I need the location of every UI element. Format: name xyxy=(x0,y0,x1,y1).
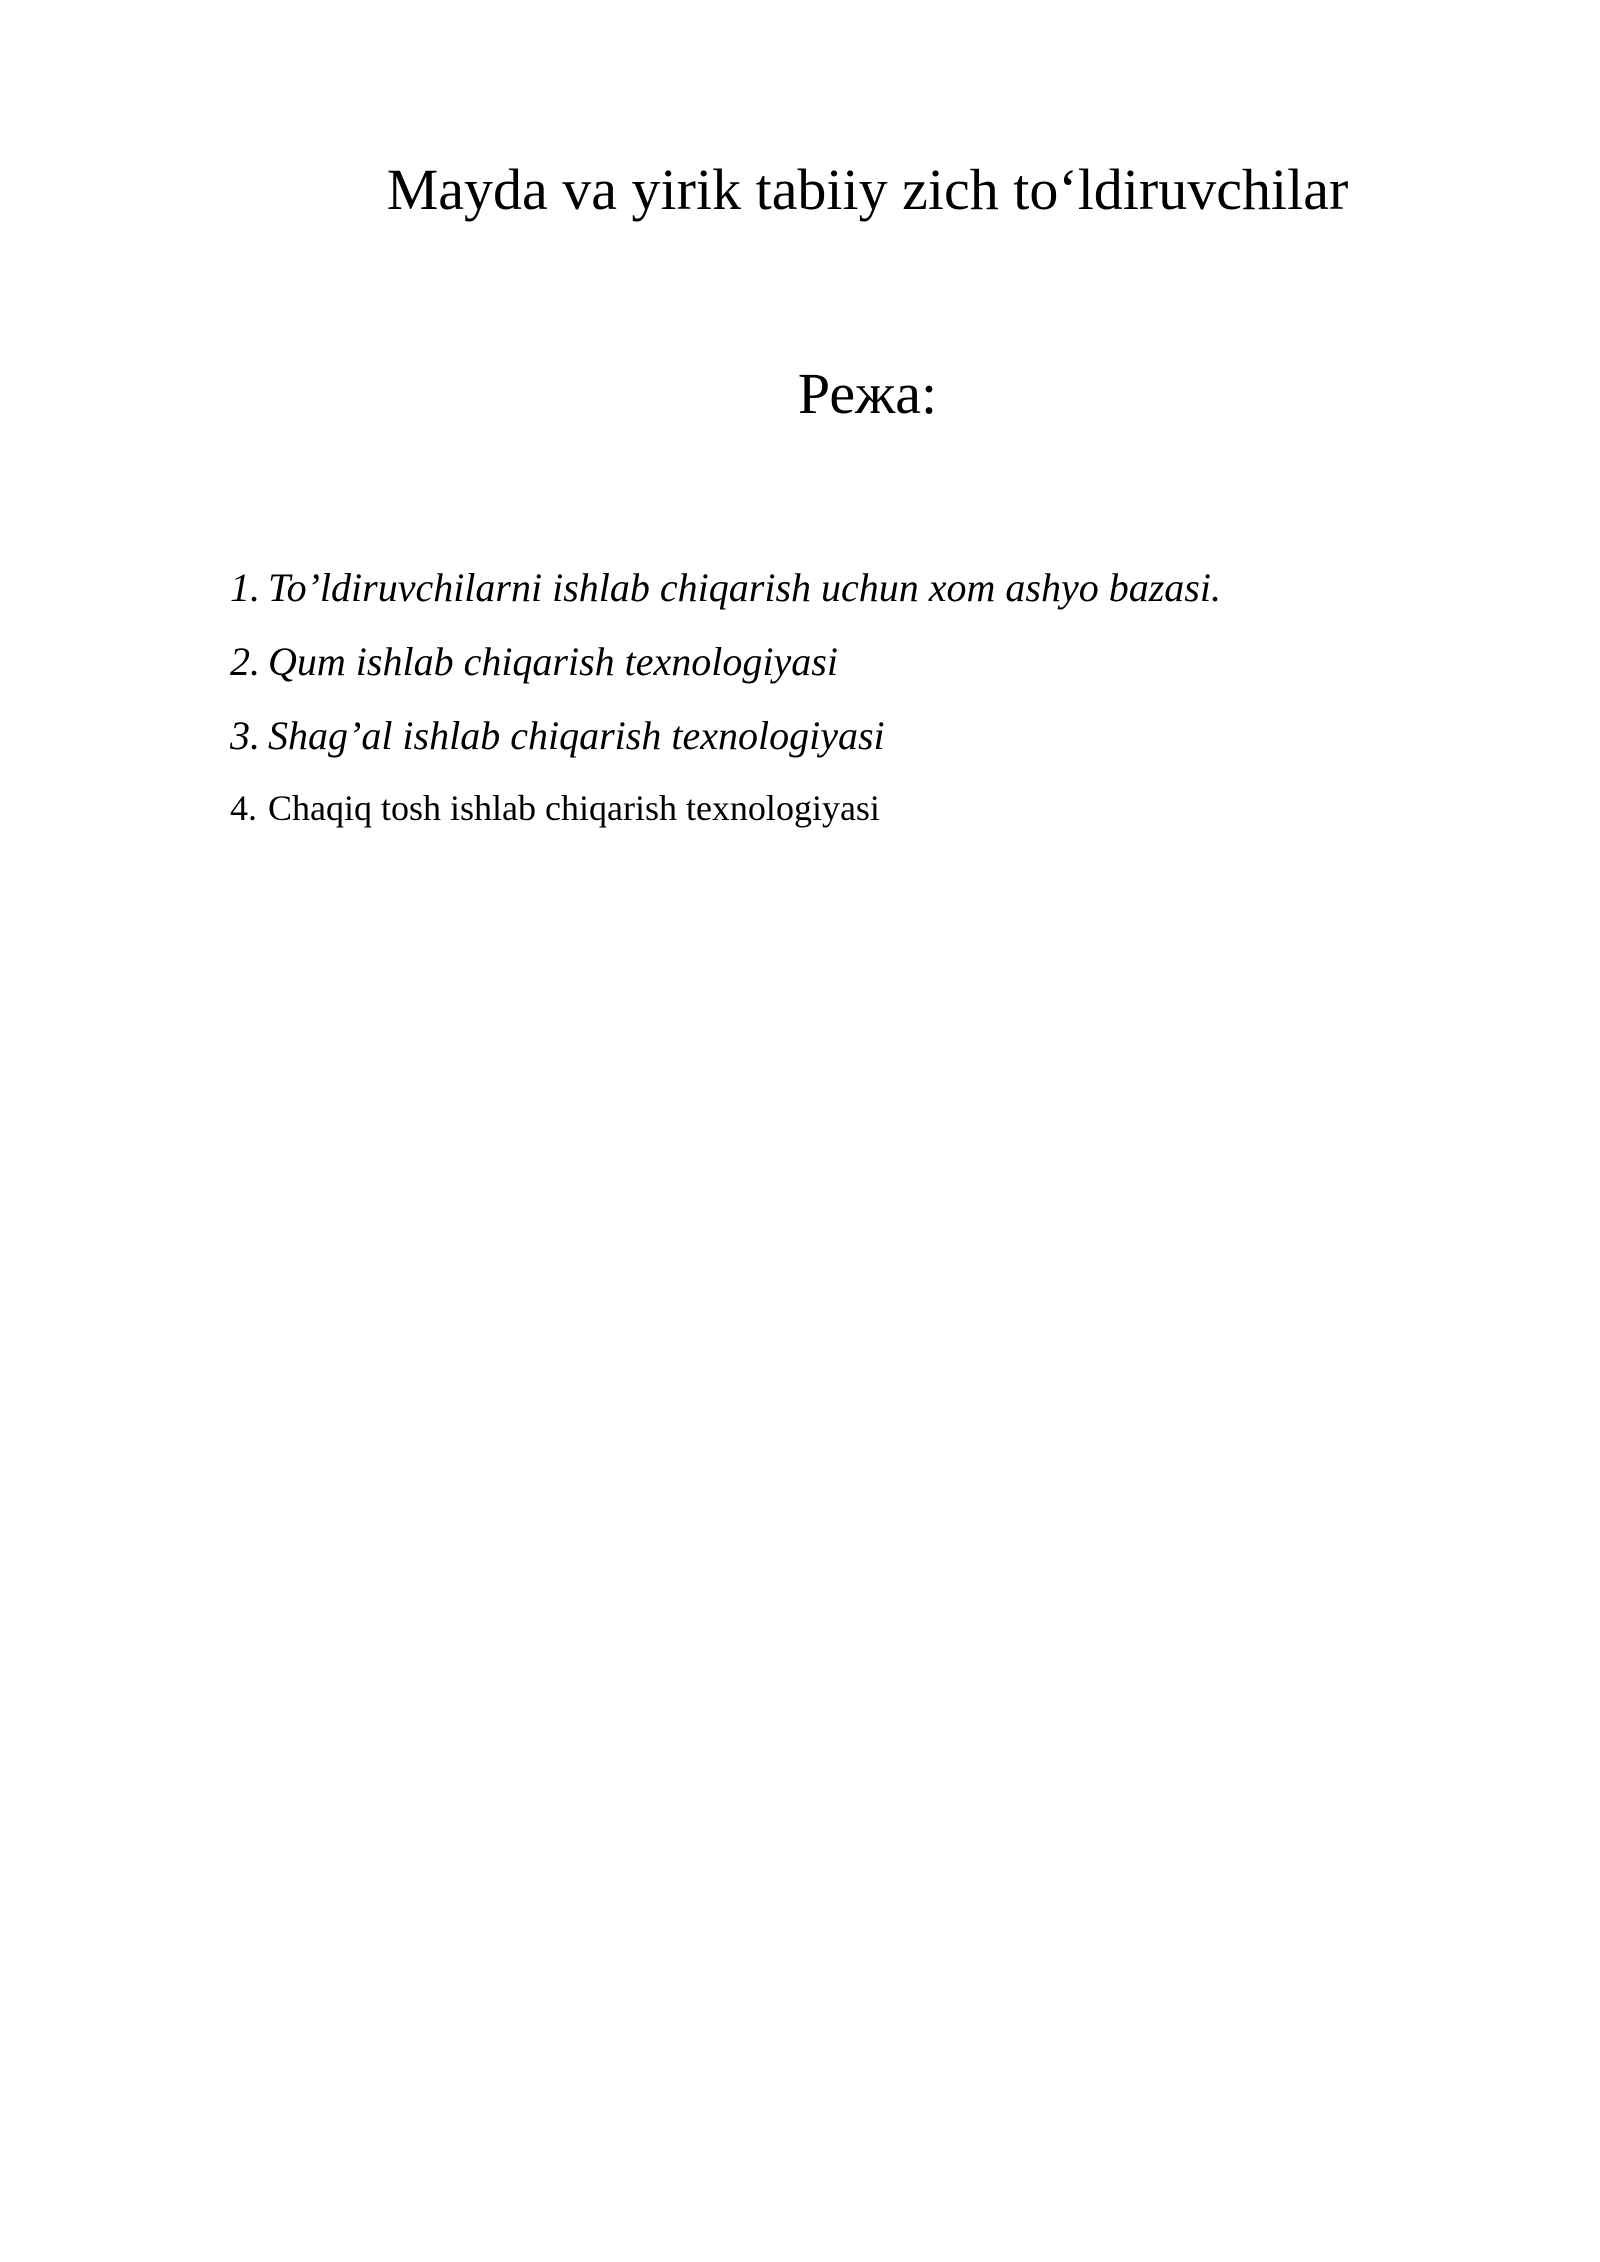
plan-item-number: 2. xyxy=(230,639,260,684)
plan-item-number: 1. xyxy=(230,565,260,610)
plan-item-text: Chaqiq tosh ishlab chiqarish texnologiyasi xyxy=(268,788,880,828)
plan-item-4 xyxy=(230,785,880,831)
document-title: Mayda va yirik tabiiy zich to‘ldiruvchilar xyxy=(386,157,1349,222)
plan-item-3 xyxy=(230,711,885,761)
plan-item-2 xyxy=(230,637,838,687)
plan-item-number: 4. xyxy=(230,788,257,828)
plan-item-text: Qum ishlab chiqarish texnologiyasi xyxy=(268,639,838,684)
plan-item-text: To’ldiruvchilarni ishlab chiqarish uchun xom ashyo bazasi. xyxy=(268,565,1221,610)
plan-heading: Режа: xyxy=(797,361,938,426)
plan-item-text: Shag’al ishlab chiqarish texnologiyasi xyxy=(268,713,885,758)
plan-item-number: 3. xyxy=(230,713,260,758)
plan-item-1 xyxy=(230,563,1221,613)
